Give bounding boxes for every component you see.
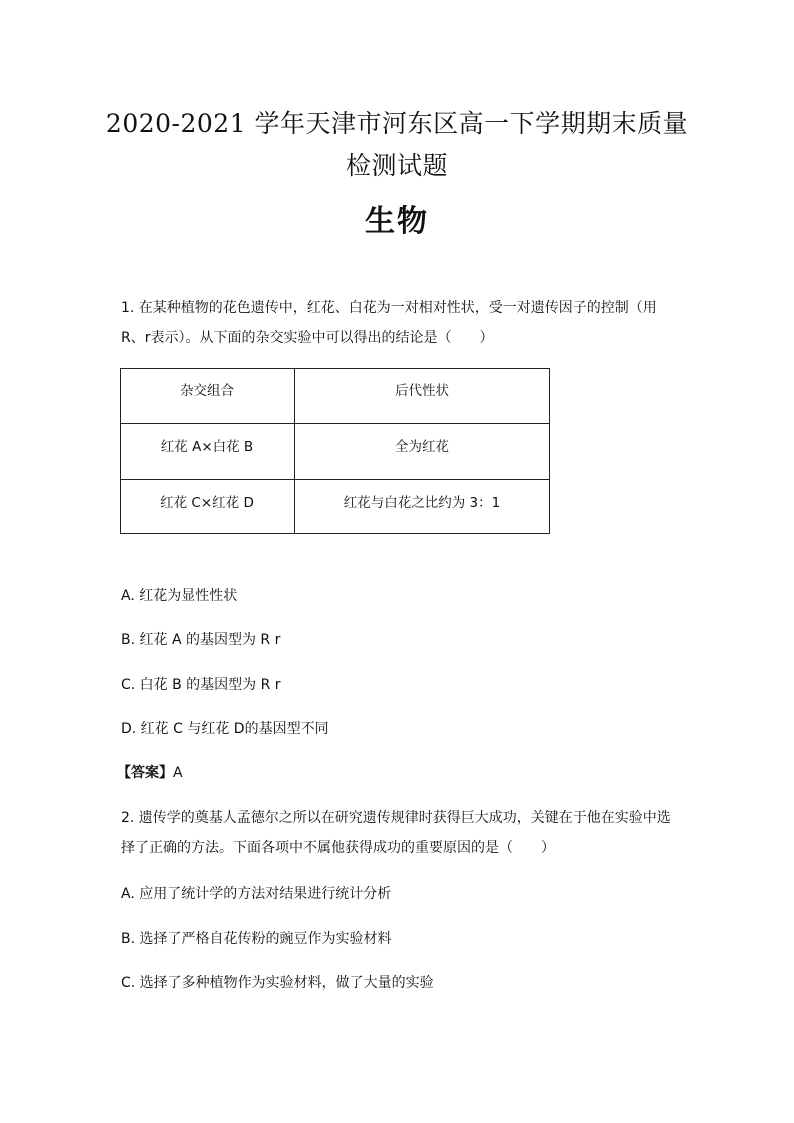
q2-option-a: A. 应用了统计学的方法对结果进行统计分析 [121, 886, 392, 902]
cross-table [120, 368, 550, 534]
q2-option-b: B. 选择了严格自花传粉的豌豆作为实验材料 [121, 931, 392, 947]
q2-option-c: C. 选择了多种植物作为实验材料，做了大量的实验 [121, 975, 434, 991]
table-cell: 红花 C×红花 D [160, 495, 254, 511]
document-title-line2: 检测试题 [345, 151, 448, 180]
table-border-right [549, 368, 550, 534]
q1-option-b: B. 红花 A 的基因型为 R r [121, 632, 281, 648]
answer-label: 【答案】 [117, 765, 173, 781]
q1-option-a: A. 红花为显性性状 [121, 588, 238, 604]
q1-option-d: D. 红花 C 与红花 D的基因型不同 [121, 721, 329, 737]
table-cell: 红花 A×白花 B [160, 439, 254, 455]
answer-value: A [173, 765, 183, 781]
q1-stem-line2: R、r表示）。从下面的杂交实验中可以得出的结论是（ ） [121, 330, 494, 346]
subject-heading: 生物 [365, 204, 429, 239]
q1-option-c: C. 白花 B 的基因型为 R r [121, 677, 281, 693]
q1-stem-line1: 1. 在某种植物的花色遗传中，红花、白花为一对相对性状，受一对遗传因子的控制（用 [121, 300, 657, 316]
q2-stem-line1: 2. 遗传学的奠基人孟德尔之所以在研究遗传规律时获得巨大成功，关键在于他在实验中选 [121, 810, 671, 826]
table-header-offspring: 后代性状 [395, 383, 449, 399]
q2-stem-line2: 择了正确的方法。下面各项中不属他获得成功的重要原因的是（ ） [121, 840, 555, 856]
table-border-bottom [120, 533, 550, 534]
document-title-line1: 2020-2021 学年天津市河东区高一下学期期末质量 [105, 109, 689, 138]
table-header-cross: 杂交组合 [180, 383, 234, 399]
table-cell: 全为红花 [395, 439, 449, 455]
q1-answer [117, 763, 183, 783]
table-cell: 红花与白花之比约为 3：1 [343, 495, 501, 511]
